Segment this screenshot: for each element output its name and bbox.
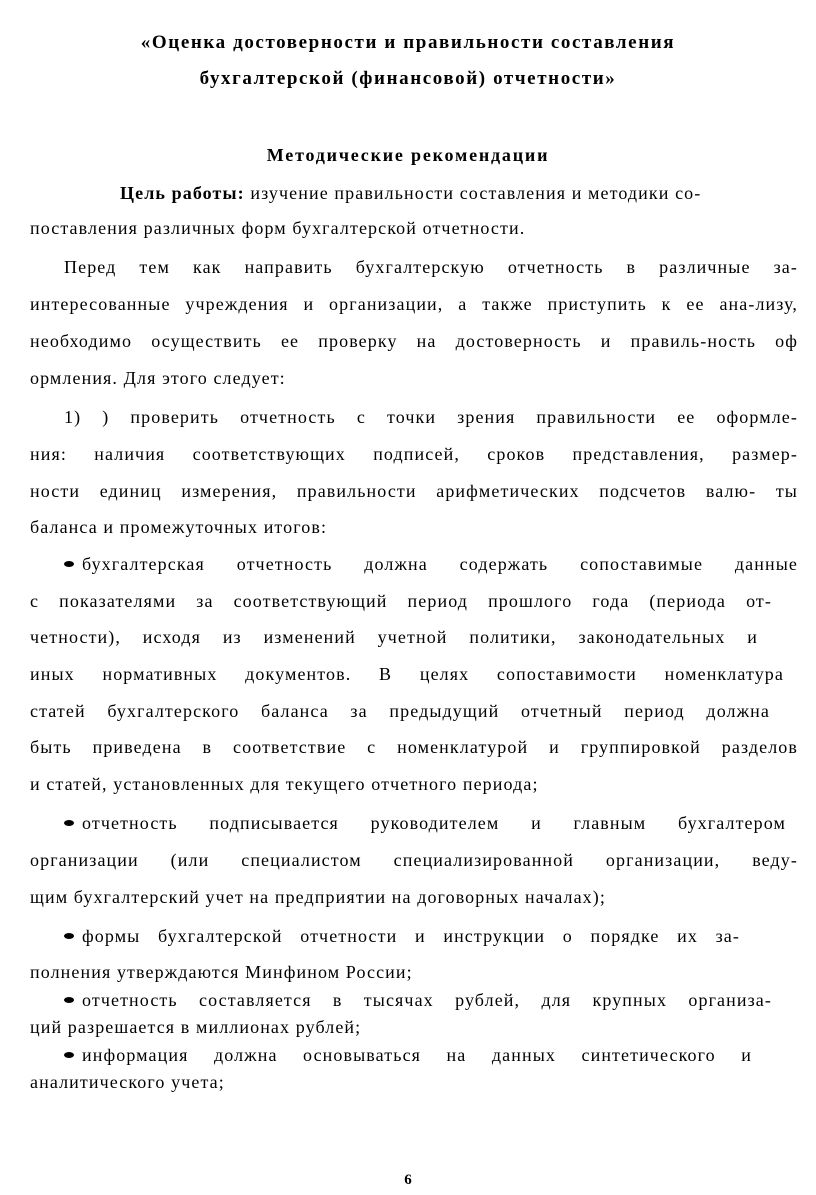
goal-label: Цель работы: (120, 183, 245, 203)
bullet-icon (64, 933, 74, 939)
bullet-3-line-1 (64, 924, 740, 948)
bullet-5-line-1 (64, 1043, 752, 1067)
bullet-icon (64, 997, 74, 1003)
bullet-1-line-3: четности), исходя из изменений учетной политики, законодательных и (30, 627, 758, 647)
goal-line-2: поставления различных форм бухгалтерской отчетности. (30, 218, 526, 238)
bullet-icon (64, 561, 74, 567)
document-title-line-2: бухгалтерской (финансовой) отчетности» (199, 68, 617, 89)
document-title-line-1: «Оценка достоверности и правильности составления (140, 32, 676, 53)
paragraph-1-line-3: необходимо осуществить ее проверку на достоверность и правиль-ность оф (30, 331, 798, 351)
bullet-5-text: информация должна основываться на данных синтетического и (82, 1045, 752, 1065)
bullet-4-line-2: ций разрешается в миллионах рублей; (30, 1017, 362, 1037)
bullet-1-line-5: статей бухгалтерского баланса за предыдущий отчетный период должна (30, 701, 770, 721)
bullet-2-line-3: щим бухгалтерский учет на предприятии на договорных началах); (30, 887, 606, 907)
item-1-line-1: 1) ) проверить отчетность с точки зрения правильности ее оформле- (64, 407, 798, 427)
bullet-4-text: отчетность составляется в тысячах рублей, для крупных организа- (82, 990, 772, 1010)
goal-text: изучение правильности составления и методики со- (244, 183, 702, 203)
bullet-5-line-2: аналитического учета; (30, 1072, 225, 1092)
goal-line-1 (120, 181, 798, 205)
bullet-2-text: отчетность подписывается руководителем и главным бухгалтером (82, 813, 786, 833)
bullet-3-line-2: полнения утверждаются Минфином России; (30, 962, 413, 982)
bullet-3-text: формы бухгалтерской отчетности и инструкции о порядке их за- (82, 926, 740, 946)
paragraph-1-line-2: интересованные учреждения и организации, а также приступить к ее ана-лизу, (30, 294, 798, 314)
item-1-line-2: ния: наличия соответствующих подписей, сроков представления, размер- (30, 444, 798, 464)
bullet-1-text: бухгалтерская отчетность должна содержать сопоставимые данные (82, 554, 798, 574)
bullet-2-line-1 (64, 811, 786, 835)
bullet-1-line-1 (64, 552, 798, 576)
item-1-line-4: баланса и промежуточных итогов: (30, 517, 328, 537)
bullet-4-line-1 (64, 988, 772, 1012)
paragraph-1-line-1: Перед тем как направить бухгалтерскую отчетность в различные за- (64, 257, 798, 277)
bullet-2-line-2: организации (или специалистом специализированной организации, веду- (30, 850, 798, 870)
bullet-1-line-6: быть приведена в соответствие с номенклатурой и группировкой разделов (30, 737, 798, 757)
bullet-icon (64, 820, 74, 826)
section-subtitle: Методические рекомендации (266, 145, 550, 165)
bullet-1-line-4: иных нормативных документов. В целях сопоставимости номенклатура (30, 664, 784, 684)
item-1-line-3: ности единиц измерения, правильности арифметических подсчетов валю- ты (30, 481, 798, 501)
page-number: 6 (404, 1172, 412, 1188)
paragraph-1-line-4: ормления. Для этого следует: (30, 368, 286, 388)
bullet-1-line-2: с показателями за соответствующий период прошлого года (периода от- (30, 591, 772, 611)
bullet-1-line-7: и статей, установленных для текущего отчетного периода; (30, 774, 539, 794)
bullet-icon (64, 1052, 74, 1058)
